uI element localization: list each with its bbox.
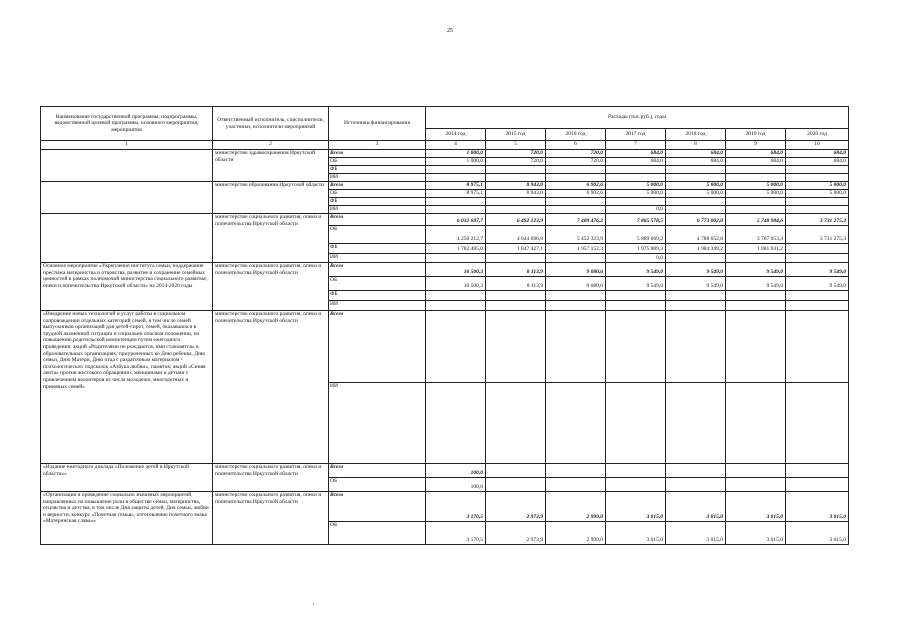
value-cell xyxy=(666,206,726,214)
value-cell xyxy=(666,174,726,182)
value-cell xyxy=(606,464,666,478)
year-header: 2018 год xyxy=(666,129,726,141)
value-cell: 5 000,0 xyxy=(666,190,726,198)
value-cell: 684,0 xyxy=(726,158,786,166)
source-cell: ОБ xyxy=(329,158,426,166)
value-cell: 5 000,0 xyxy=(606,182,666,190)
value-cell xyxy=(606,198,666,206)
source-cell: ИИ xyxy=(329,254,426,263)
source-cell: ОБ xyxy=(329,522,426,545)
value-cell: 10 500,3 xyxy=(426,277,486,291)
index-cell: 4 xyxy=(426,141,486,150)
index-cell: 2 xyxy=(213,141,329,150)
source-cell: ИИ xyxy=(329,206,426,214)
value-cell xyxy=(606,291,666,301)
value-cell: 9 549,0 xyxy=(606,263,666,277)
value-cell xyxy=(726,166,786,174)
value-cell: 5 000,0 xyxy=(786,190,849,198)
value-cell: 4 250 212,7 xyxy=(426,226,486,244)
year-header: 2019 год xyxy=(726,129,786,141)
value-cell xyxy=(666,383,726,464)
index-row xyxy=(41,141,849,150)
source-cell: Всего xyxy=(329,263,426,277)
value-cell: 6 492 123,9 xyxy=(486,214,546,226)
value-cell xyxy=(726,206,786,214)
value-cell: 6 773 002,0 xyxy=(666,214,726,226)
year-header: 2020 год xyxy=(786,129,849,141)
value-cell: 2 973,9 xyxy=(486,522,546,545)
value-cell: 100,0 xyxy=(426,478,486,492)
table-row xyxy=(41,464,849,478)
value-cell xyxy=(546,478,606,492)
executor-cell: министерство социального развития, опеки и попечительства Иркутской области xyxy=(213,214,329,263)
value-cell: 684,0 xyxy=(606,158,666,166)
source-cell: ОБ xyxy=(329,190,426,198)
value-cell xyxy=(606,301,666,311)
index-cell: 8 xyxy=(666,141,726,150)
value-cell xyxy=(726,478,786,492)
value-cell: 720,0 xyxy=(486,158,546,166)
value-cell xyxy=(486,464,546,478)
value-cell: 5 000,0 xyxy=(726,182,786,190)
value-cell xyxy=(426,311,486,383)
value-cell: 3 015,0 xyxy=(606,522,666,545)
value-cell: 8 943,0 xyxy=(486,182,546,190)
value-cell xyxy=(486,166,546,174)
value-cell: 9 549,0 xyxy=(666,277,726,291)
value-cell xyxy=(666,311,726,383)
value-cell: 684,0 xyxy=(666,150,726,158)
value-cell: 5 748 984,6 xyxy=(726,214,786,226)
header-name: Наименование государственной программы, подпрограммы, ведомственной целевой программы, основного мероприятия, мероприятия xyxy=(41,107,213,141)
value-cell xyxy=(486,383,546,464)
value-cell xyxy=(666,166,726,174)
value-cell xyxy=(786,478,849,492)
index-cell: 1 xyxy=(41,141,213,150)
value-cell: 5 452 323,9 xyxy=(546,226,606,244)
value-cell xyxy=(726,464,786,478)
value-cell: 9 080,6 xyxy=(546,263,606,277)
executor-cell: министерство социального развития, опеки и попечительства Иркутской области xyxy=(213,492,329,545)
value-cell xyxy=(786,254,849,263)
table-row xyxy=(41,311,849,383)
value-cell: 9 549,0 xyxy=(726,277,786,291)
value-cell xyxy=(666,464,726,478)
value-cell: 3 731 275,3 xyxy=(786,214,849,226)
value-cell: 9 549,0 xyxy=(606,277,666,291)
value-cell: 8 975,1 xyxy=(426,182,486,190)
value-cell xyxy=(786,166,849,174)
value-cell: 3 015,0 xyxy=(666,492,726,522)
source-cell: Всего xyxy=(329,150,426,158)
activity-name-cell: «Издание ежегодного доклада «Положение детей в Иркутской области»» xyxy=(41,464,213,492)
header-expenses: Расходы (тыс.руб.), годы xyxy=(426,107,849,129)
source-cell: ОБ xyxy=(329,478,426,492)
value-cell: 9 549,0 xyxy=(726,263,786,277)
table-row xyxy=(41,263,849,277)
value-cell: 1 957 152,3 xyxy=(546,244,606,254)
value-cell: 3 170,5 xyxy=(426,492,486,522)
source-cell: Всего xyxy=(329,311,426,383)
value-cell xyxy=(486,198,546,206)
executor-cell: министерство социального развития, опеки и попечительства Иркутской области xyxy=(213,263,329,311)
table-row xyxy=(41,214,849,226)
value-cell xyxy=(426,198,486,206)
value-cell xyxy=(786,291,849,301)
value-cell xyxy=(546,206,606,214)
value-cell: 1 000,0 xyxy=(426,150,486,158)
value-cell: 6 902,6 xyxy=(546,182,606,190)
value-cell xyxy=(786,244,849,254)
value-cell xyxy=(546,464,606,478)
value-cell: 8 113,9 xyxy=(486,277,546,291)
value-cell xyxy=(546,311,606,383)
index-cell: 9 xyxy=(726,141,786,150)
value-cell xyxy=(666,478,726,492)
value-cell xyxy=(486,301,546,311)
value-cell xyxy=(546,174,606,182)
source-cell: ОБ xyxy=(329,226,426,244)
value-cell: 6 032 697,7 xyxy=(426,214,486,226)
value-cell: 8 943,0 xyxy=(486,190,546,198)
executor-cell: министерство социального развития, опеки и попечительства Иркутской области xyxy=(213,311,329,464)
source-cell: ФБ xyxy=(329,198,426,206)
year-header: 2015 год xyxy=(486,129,546,141)
executor-cell: министерство образования Иркутской области xyxy=(213,182,329,214)
header-executor: Ответственный исполнитель, соисполнители, участники, исполнители мероприятий xyxy=(213,107,329,141)
value-cell xyxy=(546,254,606,263)
value-cell xyxy=(666,291,726,301)
value-cell xyxy=(606,166,666,174)
value-cell xyxy=(546,383,606,464)
value-cell xyxy=(486,174,546,182)
source-cell: Всего xyxy=(329,214,426,226)
value-cell: 9 549,0 xyxy=(666,263,726,277)
value-cell: 8 113,9 xyxy=(486,263,546,277)
value-cell xyxy=(426,206,486,214)
table-row xyxy=(41,182,849,190)
source-cell: ФБ xyxy=(329,291,426,301)
value-cell xyxy=(426,291,486,301)
value-cell xyxy=(486,478,546,492)
value-cell: 684,0 xyxy=(726,150,786,158)
activity-name-cell: «Внедрение новых технологий и услуг работы в социальном сопровождении отдельных категорий семей, в том числе семей выпускников организаций для детей-сирот, семей, оказавшихся в трудной жизненной ситуации и социально опасном положении, по повышению родительской компетенции путем ежегодного проведения: акций «Родителями не рождаются, ими становятся» в образовательных организациях, приуроченных ко Дню ребенка, Дню семьи, Дню Матери, Дню отца с раздаточным материалом - психологических подсказок «Азбука любви», памяток; акций «Синяя лента» против жестокого обращения с женщинами и детьми с привлечением волонтеров из числа молодежи, многодетных и приемных семей» xyxy=(41,311,213,464)
table-row xyxy=(41,492,849,522)
value-cell xyxy=(666,254,726,263)
value-cell xyxy=(426,383,486,464)
value-cell: 5 000,0 xyxy=(606,190,666,198)
source-cell: ФБ xyxy=(329,244,426,254)
budget-table xyxy=(40,106,849,545)
activity-name-cell xyxy=(41,182,213,214)
value-cell xyxy=(606,174,666,182)
value-cell: 3 015,0 xyxy=(786,492,849,522)
value-cell: 6 902,6 xyxy=(546,190,606,198)
value-cell xyxy=(786,301,849,311)
year-header: 2016 год xyxy=(546,129,606,141)
value-cell: 9 549,0 xyxy=(786,263,849,277)
value-cell xyxy=(546,301,606,311)
activity-name-cell xyxy=(41,150,213,182)
value-cell: 10 500,3 xyxy=(426,263,486,277)
value-cell: 684,0 xyxy=(606,150,666,158)
value-cell: 9 549,0 xyxy=(786,277,849,291)
activity-name-cell: «Организация и проведение социально значимых мероприятий, направленных на повышение роли в обществе семьи, материнства, отцовства и детства, в том числе Дня защиты детей, Дня семьи, любви и верности, конкурс «Почетная семья», изготовление почетного знака «Материнская слава»» xyxy=(41,492,213,545)
value-cell: 100,0 xyxy=(426,464,486,478)
value-cell: 3 015,0 xyxy=(726,522,786,545)
value-cell xyxy=(726,301,786,311)
value-cell xyxy=(726,311,786,383)
value-cell: 720,0 xyxy=(546,150,606,158)
value-cell xyxy=(666,198,726,206)
value-cell: 5 000,0 xyxy=(726,190,786,198)
value-cell xyxy=(786,174,849,182)
value-cell xyxy=(786,311,849,383)
value-cell xyxy=(786,464,849,478)
value-cell: 3 015,0 xyxy=(786,522,849,545)
value-cell: 684,0 xyxy=(786,150,849,158)
value-cell: 2 999,0 xyxy=(546,492,606,522)
value-cell: 4 788 652,8 xyxy=(666,226,726,244)
header-source: Источники финансирования xyxy=(329,107,426,141)
value-cell: 0,0 xyxy=(606,206,666,214)
table-body xyxy=(41,141,849,545)
value-cell xyxy=(546,291,606,301)
value-cell: 7 409 476,2 xyxy=(546,214,606,226)
value-cell: 4 644 696,8 xyxy=(486,226,546,244)
value-cell xyxy=(606,478,666,492)
value-cell: 7 865 578,5 xyxy=(606,214,666,226)
value-cell: 9 080,6 xyxy=(546,277,606,291)
index-cell: 10 xyxy=(786,141,849,150)
source-cell: ИИ xyxy=(329,301,426,311)
value-cell xyxy=(726,383,786,464)
value-cell: 1 981 931,2 xyxy=(726,244,786,254)
source-cell: Всего xyxy=(329,492,426,522)
value-cell xyxy=(786,198,849,206)
index-cell: 5 xyxy=(486,141,546,150)
value-cell xyxy=(486,291,546,301)
value-cell xyxy=(486,254,546,263)
value-cell xyxy=(426,174,486,182)
scan-dot: · xyxy=(312,600,315,609)
value-cell xyxy=(546,198,606,206)
value-cell xyxy=(606,311,666,383)
page-number: 25 xyxy=(447,28,453,34)
value-cell: 684,0 xyxy=(786,158,849,166)
index-cell: 7 xyxy=(606,141,666,150)
index-cell: 6 xyxy=(546,141,606,150)
value-cell xyxy=(726,198,786,206)
value-cell: 720,0 xyxy=(486,150,546,158)
value-cell xyxy=(726,174,786,182)
value-cell xyxy=(426,254,486,263)
executor-cell: министерство социального развития, опеки и попечительства Иркутской области xyxy=(213,464,329,492)
activity-name-cell xyxy=(41,214,213,263)
value-cell: 2 973,9 xyxy=(486,492,546,522)
value-cell: 1 000,0 xyxy=(426,158,486,166)
value-cell xyxy=(486,206,546,214)
value-cell xyxy=(546,166,606,174)
value-cell xyxy=(426,166,486,174)
value-cell: 3 015,0 xyxy=(726,492,786,522)
value-cell xyxy=(726,291,786,301)
source-cell: Всего xyxy=(329,464,426,478)
value-cell: 1 782 485,0 xyxy=(426,244,486,254)
value-cell: 0,0 xyxy=(606,254,666,263)
value-cell: 3 015,0 xyxy=(666,522,726,545)
value-cell xyxy=(426,301,486,311)
table-row xyxy=(41,150,849,158)
value-cell: 1 984 349,2 xyxy=(666,244,726,254)
value-cell: 5 000,0 xyxy=(786,182,849,190)
value-cell: 720,0 xyxy=(546,158,606,166)
value-cell: 3 015,0 xyxy=(606,492,666,522)
value-cell: 684,0 xyxy=(666,158,726,166)
source-cell: Всего xyxy=(329,182,426,190)
value-cell xyxy=(786,206,849,214)
value-cell xyxy=(786,383,849,464)
value-cell: 5 889 669,2 xyxy=(606,226,666,244)
value-cell: 1 847 427,1 xyxy=(486,244,546,254)
value-cell xyxy=(606,383,666,464)
activity-name-cell: Основное мероприятие «Укрепление института семьи, поддержание престижа материнства и отцовства, развитие и сохранение семейных ценностей в рамках полномочий министерства социального развития, опеки и попечительства Иркутской области» на 2014-2020 годы xyxy=(41,263,213,311)
value-cell: 5 000,0 xyxy=(666,182,726,190)
source-cell: ИИ xyxy=(329,174,426,182)
source-cell: ИИ xyxy=(329,383,426,464)
source-cell: ОБ xyxy=(329,277,426,291)
source-cell: ФБ xyxy=(329,166,426,174)
value-cell xyxy=(486,311,546,383)
index-cell: 3 xyxy=(329,141,426,150)
value-cell xyxy=(666,301,726,311)
value-cell: 3 731 275,3 xyxy=(786,226,849,244)
executor-cell: министерство здравоохранения Иркутской области xyxy=(213,150,329,182)
year-header: 2017 год xyxy=(606,129,666,141)
value-cell: 3 767 053,4 xyxy=(726,226,786,244)
year-header: 2014 год xyxy=(426,129,486,141)
value-cell: 1 975 909,3 xyxy=(606,244,666,254)
value-cell xyxy=(726,254,786,263)
value-cell: 3 170,5 xyxy=(426,522,486,545)
value-cell: 8 975,1 xyxy=(426,190,486,198)
value-cell: 2 999,0 xyxy=(546,522,606,545)
